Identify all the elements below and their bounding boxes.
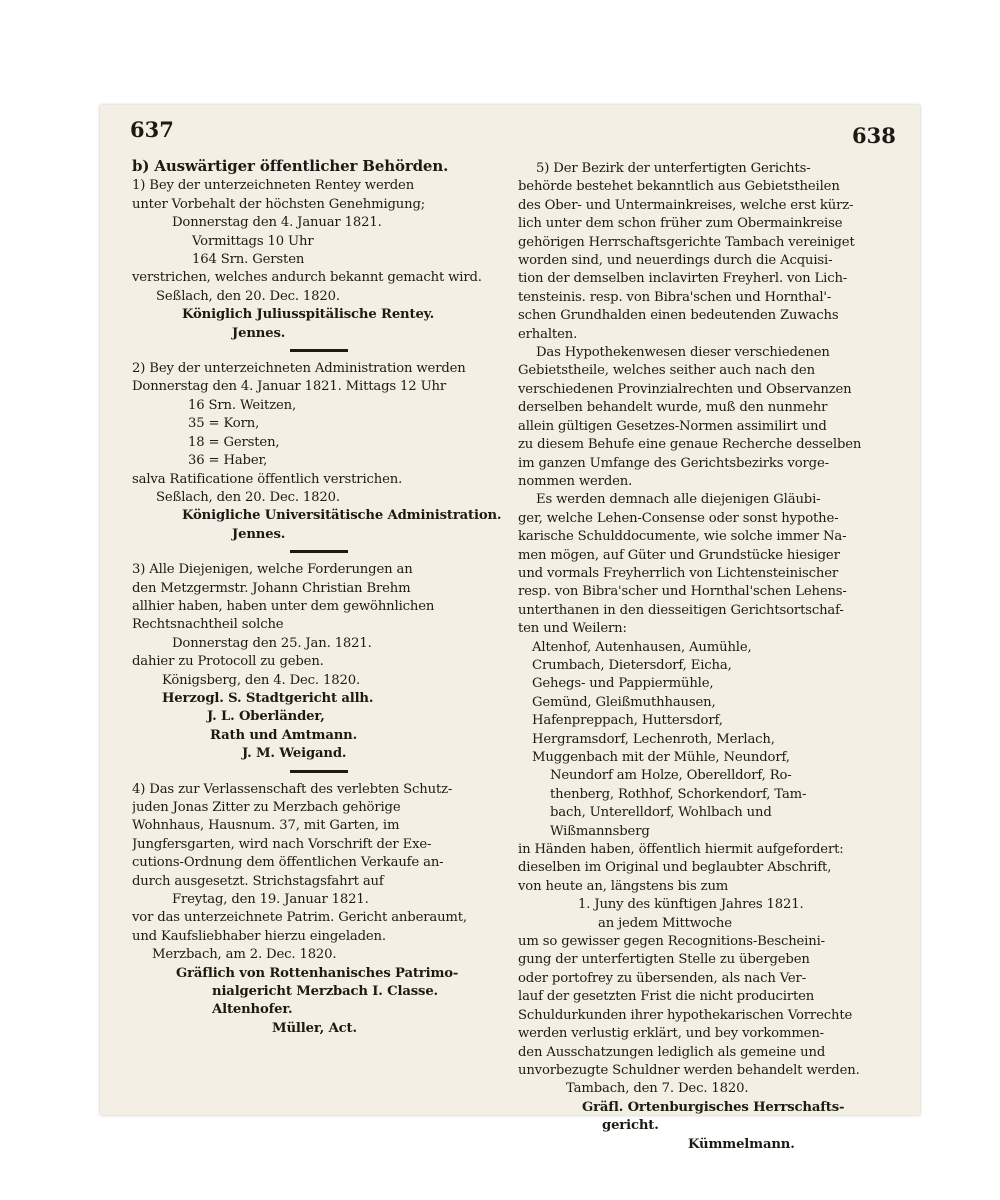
text-line: Königliche Universitätische Administration. — [182, 508, 502, 524]
text-line: und vormals Freyherrlich von Lichtensteinischer — [518, 565, 839, 581]
text-line: ten und Weilern: — [518, 621, 627, 637]
text-line: 35 = Korn, — [188, 416, 260, 432]
text-line: werden verlustig erklärt, und bey vorkommen- — [518, 1026, 824, 1042]
notice-3 — [132, 561, 512, 763]
text-line: salva Ratificatione öffentlich verstrichen. — [132, 471, 403, 487]
text-line: 4) Das zur Verlassenschaft des verlebten Schutz- — [132, 781, 453, 797]
divider-rule — [290, 770, 348, 773]
text-line: gehörigen Herrschaftsgerichte Tambach vereiniget — [518, 234, 855, 250]
text-line: vor das unterzeichnete Patrim. Gericht anberaumt, — [132, 910, 467, 926]
text-line: verschiedenen Provinzialrechten und Observanzen — [518, 381, 852, 397]
text-line: Wohnhaus, Hausnum. 37, mit Garten, im — [132, 818, 400, 834]
text-line: gericht. — [602, 1118, 659, 1134]
text-line: 16 Srn. Weitzen, — [188, 397, 297, 413]
text-line: Merzbach, am 2. Dec. 1820. — [152, 947, 337, 963]
text-line: Crumbach, Dietersdorf, Eicha, — [532, 657, 732, 673]
text-line: 2) Bey der unterzeichneten Administration werden — [132, 361, 466, 377]
text-line: des Ober- und Untermainkreises, welche erst kürz- — [518, 197, 854, 213]
text-line: dieselben im Original und beglaubter Abschrift, — [518, 860, 832, 876]
text-line: Rechtsnachtheil solche — [132, 617, 284, 633]
text-line: Vormittags 10 Uhr — [192, 233, 314, 249]
text-line: Tambach, den 7. Dec. 1820. — [566, 1081, 749, 1097]
text-line: resp. von Bibra'scher und Hornthal'schen Lehens- — [518, 584, 847, 600]
text-line: Jungfersgarten, wird nach Vorschrift der Exe- — [132, 836, 432, 852]
text-line: Donnerstag den 4. Januar 1821. — [172, 215, 382, 231]
notice-5 — [518, 160, 903, 1154]
text-line: 1. Juny des künftigen Jahres 1821. — [578, 897, 804, 913]
text-line: lauf der gesetzten Frist die nicht producirten — [518, 989, 815, 1005]
text-line: an jedem Mittwoche — [598, 915, 732, 931]
text-line: J. L. Oberländer, — [207, 709, 325, 725]
text-line: um so gewisser gegen Recognitions-Bescheini- — [518, 934, 825, 950]
text-line: Herzogl. S. Stadtgericht allh. — [162, 690, 374, 706]
text-line: Gehegs- und Pappiermühle, — [532, 676, 714, 692]
text-line: Gräfl. Ortenburgisches Herrschafts- — [582, 1099, 845, 1115]
text-line: nialgericht Merzbach I. Classe. — [212, 984, 439, 1000]
text-line: men mögen, auf Güter und Grundstücke hiesiger — [518, 547, 840, 563]
text-line: Es werden demnach alle diejenigen Gläubi- — [536, 492, 821, 508]
text-line: Altenhofer. — [212, 1002, 293, 1018]
text-line: in Händen haben, öffentlich hiermit aufgefordert: — [518, 842, 844, 858]
text-line: J. M. Weigand. — [242, 746, 347, 762]
text-line: den Ausschatzungen lediglich als gemeine und — [518, 1044, 826, 1060]
text-line: dahier zu Protocoll zu geben. — [132, 654, 324, 670]
text-line: thenberg, Rothhof, Schorkendorf, Tam- — [550, 786, 807, 802]
notice-2 — [132, 360, 512, 544]
text-line: juden Jonas Zitter zu Merzbach gehörige — [132, 800, 401, 815]
text-line: nommen werden. — [518, 473, 633, 489]
text-line: 5) Der Bezirk der unterfertigten Gerichts- — [536, 161, 811, 176]
text-line: Jennes. — [232, 325, 286, 341]
text-line: verstrichen, welches andurch bekannt gemacht wird. — [132, 270, 482, 286]
text-line: Hergramsdorf, Lechenroth, Merlach, — [532, 731, 775, 747]
text-line: Rath und Amtmann. — [210, 727, 358, 743]
text-line: lich unter dem schon früher zum Obermainkreise — [518, 216, 843, 232]
text-line: Wißmannsberg — [550, 823, 650, 839]
text-line: den Metzgermstr. Johann Christian Brehm — [132, 580, 411, 596]
text-line: von heute an, längstens bis zum — [518, 878, 729, 894]
text-line: Muggenbach mit der Mühle, Neundorf, — [532, 750, 790, 765]
divider-rule — [290, 550, 348, 553]
text-line: Königlich Juliusspitälische Rentey. — [182, 307, 435, 323]
text-line: schen Grundhalden einen bedeutenden Zuwachs — [518, 308, 839, 324]
text-line: Jennes. — [232, 526, 286, 542]
right-column — [518, 160, 903, 1154]
text-line: Donnerstag den 4. Januar 1821. Mittags 12 Uhr — [132, 379, 447, 395]
text-line: Neundorf am Holze, Oberelldorf, Ro- — [550, 768, 792, 784]
text-line: 18 = Gersten, — [188, 434, 280, 450]
text-line: unterthanen in den diesseitigen Gerichtsortschaf- — [518, 602, 844, 618]
text-line: bach, Unterelldorf, Wohlbach und — [550, 805, 772, 821]
text-line: Freytag, den 19. Januar 1821. — [172, 892, 369, 908]
newspaper-page — [100, 105, 920, 1152]
text-line: allein gültigen Gesetzes-Normen assimilirt und — [518, 418, 827, 434]
notice-4 — [132, 781, 512, 1039]
text-line: Gräflich von Rottenhanisches Patrimo- — [176, 965, 459, 981]
text-line: tensteinis. resp. von Bibra'schen und Hornthal'- — [518, 289, 832, 305]
text-line: karische Schulddocumente, wie solche immer Na- — [518, 529, 847, 545]
text-line: 1) Bey der unterzeichneten Rentey werden — [132, 178, 415, 194]
text-line: gung der unterfertigten Stelle zu übergeben — [518, 952, 810, 968]
text-line: im ganzen Umfange des Gerichtsbezirks vorge- — [518, 455, 829, 471]
text-line: 164 Srn. Gersten — [192, 252, 305, 268]
text-line: derselben behandelt wurde, muß den nunmehr — [518, 400, 828, 416]
text-line: oder portofrey zu übersenden, als nach Ver- — [518, 970, 806, 986]
section-heading: b) Auswärtiger öffentlicher Behörden. — [132, 157, 449, 175]
text-line: Schuldurkunden ihrer hypothekarischen Vorrechte — [518, 1007, 853, 1023]
left-page-number: 637 — [130, 117, 174, 142]
text-line: unter Vorbehalt der höchsten Genehmigung; — [132, 196, 426, 212]
text-line: unvorbezugte Schuldner werden behandelt werden. — [518, 1062, 860, 1078]
left-column — [132, 157, 512, 1038]
text-line: ger, welche Lehen-Consense oder sonst hypothe- — [518, 510, 839, 526]
text-line: Müller, Act. — [272, 1020, 357, 1036]
text-line: Das Hypothekenwesen dieser verschiedenen — [536, 345, 830, 361]
text-line: tion der demselben inclavirten Freyherl. von Lich- — [518, 271, 848, 287]
text-line: erhalten. — [518, 326, 578, 342]
text-line: Gebietstheile, welches seither auch nach den — [518, 363, 815, 379]
text-line: Hafenpreppach, Huttersdorf, — [532, 713, 723, 729]
text-line: zu diesem Behufe eine genaue Recherche desselben — [518, 437, 862, 453]
divider-rule — [290, 349, 348, 352]
text-line: Seßlach, den 20. Dec. 1820. — [156, 288, 340, 304]
notice-1 — [132, 177, 512, 343]
text-line: 36 = Haber, — [188, 453, 268, 469]
text-line: Donnerstag den 25. Jan. 1821. — [172, 635, 372, 651]
text-line: Königsberg, den 4. Dec. 1820. — [162, 672, 360, 688]
text-line: Altenhof, Autenhausen, Aumühle, — [532, 639, 752, 655]
text-line: Seßlach, den 20. Dec. 1820. — [156, 489, 340, 505]
text-line: allhier haben, haben unter dem gewöhnlichen — [132, 598, 435, 614]
text-line: behörde bestehet bekanntlich aus Gebietstheilen — [518, 179, 840, 195]
right-page-number: 638 — [852, 123, 896, 148]
text-line: worden sind, und neuerdings durch die Acquisi- — [518, 253, 833, 269]
text-line: cutions-Ordnung dem öffentlichen Verkaufe an- — [132, 855, 444, 871]
text-line: 3) Alle Diejenigen, welche Forderungen an — [132, 562, 413, 578]
text-line: Gemünd, Gleißmuthhausen, — [532, 694, 716, 710]
text-line: und Kaufsliebhaber hierzu eingeladen. — [132, 928, 386, 944]
text-line: durch ausgesetzt. Strichstagsfahrt auf — [132, 873, 384, 889]
text-line: Kümmelmann. — [688, 1136, 795, 1152]
